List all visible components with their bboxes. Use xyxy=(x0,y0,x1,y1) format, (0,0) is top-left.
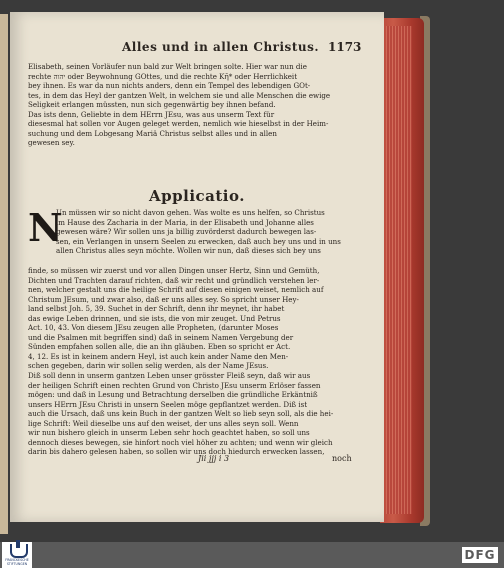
text-line: gewesen sey. xyxy=(28,138,75,148)
text-line: Sünden empfahen sollen alle, die an ihn gläuben. Eben so spricht er Act. xyxy=(28,342,291,352)
text-line: suchung und dem Lobgesang Mariä Christus selbst alles und in allen xyxy=(28,128,277,138)
text-line: und die Psalmen mit begriffen sind) daß in seinem Namen Vergebung der xyxy=(28,332,294,342)
text-line: Diß soll denn in unserm gantzen Leben unser grösster Fleiß seyn, daß wir aus xyxy=(28,371,311,381)
text-line: Christum JEsum, und zwar also, daß er uns alles sey. So spricht unser Hey- xyxy=(28,294,299,304)
text-line: diesesmal hat sollen vor Augen geleget werden, nemlich wie hieselbst in der Heim- xyxy=(28,119,329,129)
text-line: 4, 12. Es ist in keinem andern Heyl, ist auch kein ander Name den Men- xyxy=(28,351,289,361)
red-page-edges xyxy=(380,18,424,523)
text-line: mögen: und daß in Lesung und Betrachtung derselben die gründliche Erkäntniß xyxy=(28,390,318,400)
text-line: der heiligen Schrift einen rechten Grund von Christo JEsu unserm Erlöser fassen xyxy=(28,380,321,390)
indented-paragraph xyxy=(56,208,378,256)
upper-paragraphs xyxy=(28,62,378,148)
text-line: bey ihnen. Es war da nun nichts anders, denn ein Tempel des lebendigen GOt- xyxy=(28,81,311,91)
text-line: schen gegeben, darin wir sollen selig werden, als der Name JEsus. xyxy=(28,361,269,371)
main-paragraphs xyxy=(28,266,378,457)
page-header xyxy=(10,40,384,58)
text-line: land selbst Joh. 5, 39. Suchet in der Schrift, denn ihr meynet, ihr habet xyxy=(28,304,285,314)
text-line: im Hause des Zacharia in der Maria, in der Elisabeth und Johanne alles xyxy=(56,217,314,227)
text-line: allen Christus alles seyn möchte. Wollen wir nun, daß dieses sich bey uns xyxy=(56,246,321,256)
dfg-logo[interactable]: DFG xyxy=(462,547,498,563)
text-line: sen, ein Verlangen in unsern Seelen zu erwecken, daß auch bey uns und in uns xyxy=(56,236,341,246)
page-number: 1173 xyxy=(328,40,362,54)
library-emblem-icon xyxy=(10,544,28,558)
text-line: rechte יהוה oder Beywohnung GOttes, und die rechte Κῆ* oder Herrlichkeit xyxy=(28,71,298,81)
text-line: gewesen wäre? Wir sollen uns ja billig zuvörderst dadurch bewegen las- xyxy=(56,227,317,237)
text-line: das ewige Leben drinnen, und sie ists, die von mir zeuget. Und Petrus xyxy=(28,313,281,323)
text-line: wir nun bishero gleich in unserm Leben sehr hoch geachtet haben, so soll uns xyxy=(28,428,310,438)
viewer-footer-bar xyxy=(0,542,504,568)
text-line: tes, in dem das Heyl der gantzen Welt, in welchem sie und alle Menschen die ewige xyxy=(28,90,331,100)
text-line: finde, so müssen wir zuerst und vor allen Dingen unser Hertz, Sinn und Gemüth, xyxy=(28,266,320,275)
text-line: Dichten und Trachten darauf richten, daß wir recht und gründlich verstehen ler- xyxy=(28,275,320,285)
text-line: Un müssen wir so nicht davon gehen. Was wolte es uns helfen, so Christus xyxy=(56,208,325,217)
drop-cap: N xyxy=(28,205,63,250)
running-title: Alles und in allen Christus. xyxy=(122,40,320,54)
text-line: auch die Ursach, daß uns kein Buch in der gantzen Welt so lieb seyn soll, als die hei- xyxy=(28,409,334,419)
text-line: Seligkeit erlangen müssten, nun sich gegenwärtig bey ihnen befand. xyxy=(28,100,276,110)
signature-mark: Jii jjj i 3 xyxy=(198,454,230,463)
book-page xyxy=(10,12,384,522)
section-heading: Applicatio. xyxy=(149,187,245,205)
text-line: dennoch dieses bewegen, sie hinfort noch viel höher zu achten; und wenn wir gleich xyxy=(28,437,333,447)
facing-page-edge xyxy=(0,14,8,534)
text-line: nen, welcher gestalt uns die heilige Schrift auf diesen einigen weiset, nemlich auf xyxy=(28,285,324,295)
library-logo[interactable] xyxy=(2,542,32,568)
catchword: noch xyxy=(332,454,352,463)
page-footer-line xyxy=(10,454,384,466)
text-line: Act. 10, 43. Von diesem JEsu zeugen alle Propheten, (darunter Moses xyxy=(28,323,279,333)
text-line: unsers HErrn JEsu Christi in unsern Seelen möge gepflantzet werden. Diß ist xyxy=(28,399,308,409)
text-line: Elisabeth, seinen Vorläufer nun bald zur Welt bringen solte. Hier war nun die xyxy=(28,62,307,71)
library-logo-text: FRANCKESCHE STIFTUNGEN xyxy=(5,558,29,566)
text-line: Das ists denn, Geliebte in dem HErrn JEsu, was aus unserm Text für xyxy=(28,109,275,119)
text-line: darin bis dahero gelesen haben, so sollen wir uns doch hiedurch erwecken lassen, xyxy=(28,447,325,457)
text-line: lige Schrift: Weil dieselbe uns auf den weiset, der uns alles seyn soll. Wenn xyxy=(28,418,299,428)
